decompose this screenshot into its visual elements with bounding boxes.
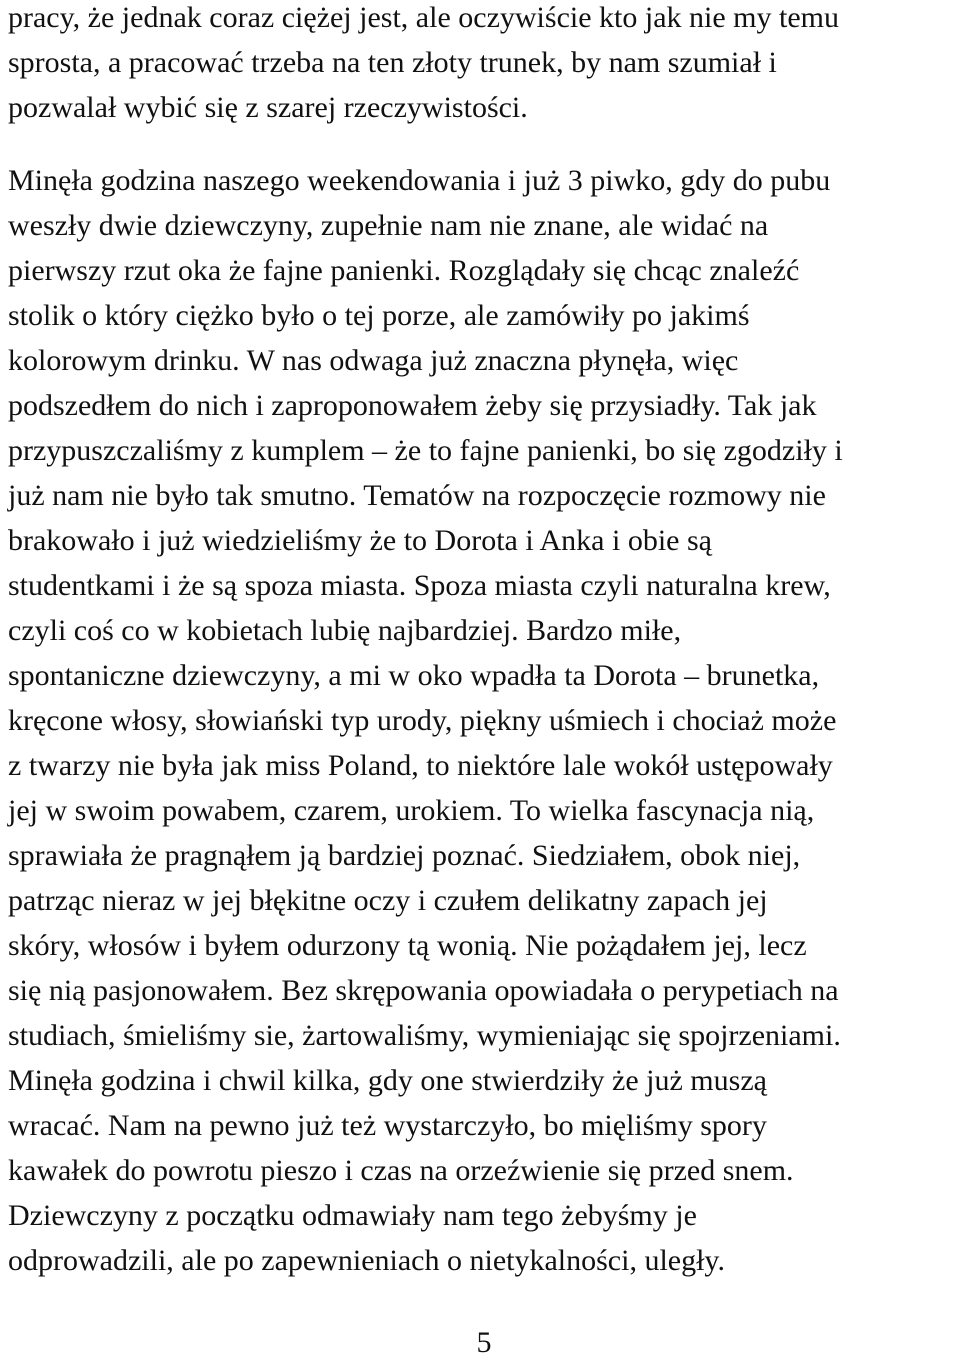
page-number: 5 (476, 1326, 492, 1359)
text-line: sprosta, a pracować trzeba na ten złoty trunek, by nam szumiał i (8, 46, 777, 79)
text-line: już nam nie było tak smutno. Tematów na rozpoczęcie rozmowy nie (8, 479, 826, 512)
text-line: czyli coś co w kobietach lubię najbardziej. Bardzo miłe, (8, 614, 682, 647)
text-line: z twarzy nie była jak miss Poland, to niektóre lale wokół ustępowały (8, 749, 833, 782)
text-line: stolik o który ciężko było o tej porze, ale zamówiły po jakimś (8, 299, 750, 332)
text-line: jej w swoim powabem, czarem, urokiem. To wielka fascynacja nią, (8, 794, 815, 827)
text-line: kolorowym drinku. W nas odwaga już znaczna płynęła, więc (8, 344, 739, 377)
text-line: pozwalał wybić się z szarej rzeczywistości. (8, 91, 528, 124)
text-line: brakowało i już wiedzieliśmy że to Dorota i Anka i obie są (8, 524, 712, 557)
text-line: wracać. Nam na pewno już też wystarczyło, bo mięliśmy spory (8, 1109, 767, 1142)
text-line: przypuszczaliśmy z kumplem – że to fajne panienki, bo się zgodziły i (8, 434, 843, 467)
text-line: patrząc nieraz w jej błękitne oczy i czułem delikatny zapach jej (8, 884, 768, 917)
text-line: się nią pasjonowałem. Bez skrępowania opowiadała o perypetiach na (8, 974, 839, 1007)
text-line: weszły dwie dziewczyny, zupełnie nam nie znane, ale widać na (8, 209, 769, 242)
text-line: odprowadzili, ale po zapewnieniach o nietykalności, uległy. (8, 1244, 725, 1277)
text-line: podszedłem do nich i zaproponowałem żeby się przysiadły. Tak jak (8, 389, 817, 422)
text-line: studiach, śmieliśmy sie, żartowaliśmy, wymieniając się spojrzeniami. (8, 1019, 841, 1052)
text-line: studentkami i że są spoza miasta. Spoza miasta czyli naturalna krew, (8, 569, 831, 602)
text-line: Minęła godzina naszego weekendowania i już 3 piwko, gdy do pubu (8, 164, 831, 197)
text-line: kawałek do powrotu pieszo i czas na orzeźwienie się przed snem. (8, 1154, 794, 1187)
text-line: spontaniczne dziewczyny, a mi w oko wpadła ta Dorota – brunetka, (8, 659, 820, 692)
text-line: sprawiała że pragnąłem ją bardziej poznać. Siedziałem, obok niej, (8, 839, 801, 872)
text-line: pracy, że jednak coraz ciężej jest, ale oczywiście kto jak nie my temu (8, 1, 839, 34)
text-line: kręcone włosy, słowiański typ urody, piękny uśmiech i chociaż może (8, 704, 837, 737)
text-line: skóry, włosów i byłem odurzony tą wonią. Nie pożądałem jej, lecz (8, 929, 807, 962)
text-line: pierwszy rzut oka że fajne panienki. Rozglądały się chcąc znaleźć (8, 254, 800, 287)
text-line: Dziewczyny z początku odmawiały nam tego żebyśmy je (8, 1199, 697, 1232)
text-line: Minęła godzina i chwil kilka, gdy one stwierdziły że już muszą (8, 1064, 767, 1097)
